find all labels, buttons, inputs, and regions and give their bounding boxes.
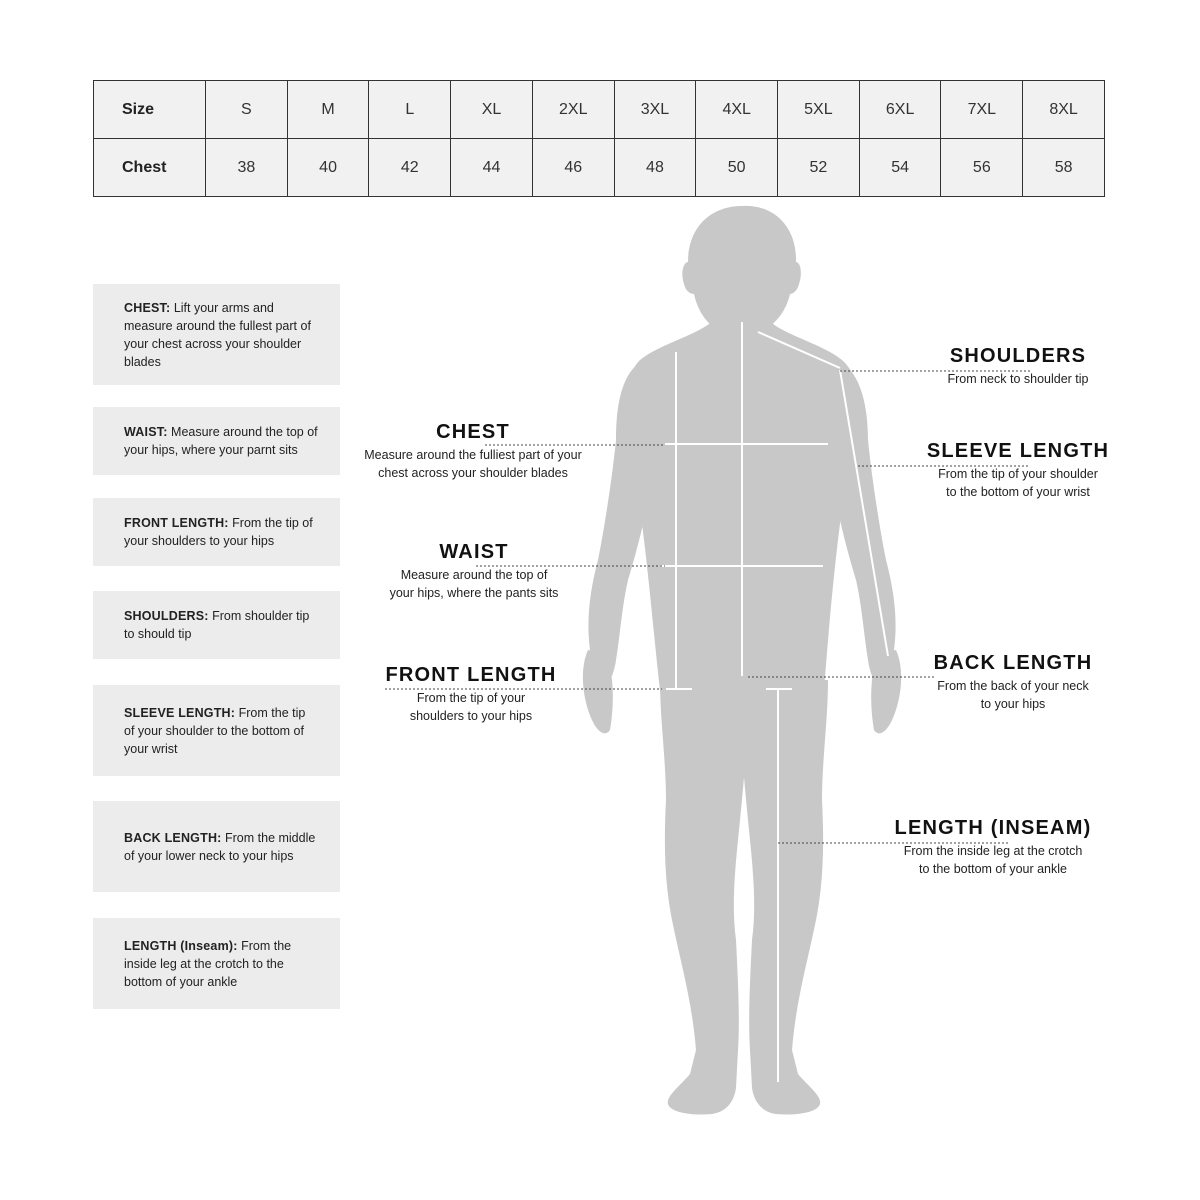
chest-cell: 44	[451, 139, 533, 197]
size-cell: 5XL	[778, 81, 860, 139]
callout-desc: From the inside leg at the crotch	[903, 844, 1083, 858]
callout-title: SLEEVE LENGTH	[926, 440, 1110, 462]
size-cell: 7XL	[941, 81, 1023, 139]
chest-cell: 52	[778, 139, 860, 197]
chest-cell: 54	[859, 139, 941, 197]
callout-desc: shoulders to your hips	[409, 709, 533, 723]
callout-desc: From the tip of your	[416, 691, 526, 705]
size-cell: M	[287, 81, 369, 139]
chest-cell: 40	[287, 139, 369, 197]
callout-desc: Measure around the top of	[400, 568, 548, 582]
instruction-text: From the inside leg at the crotch to the bottom of your ankle	[124, 938, 292, 989]
chest-row-header: Chest	[94, 139, 206, 197]
instruction-term: WAIST:	[124, 425, 168, 439]
size-cell: 2XL	[532, 81, 614, 139]
inseam-callout	[886, 817, 1100, 878]
instruction-text: Measure around the top of your hips, where your parnt sits	[124, 425, 318, 457]
size-cell: 4XL	[696, 81, 778, 139]
size-cell: L	[369, 81, 451, 139]
callout-title: WAIST	[439, 541, 509, 563]
sleeve-length-callout	[918, 440, 1118, 501]
chest-cell: 48	[614, 139, 696, 197]
callout-desc: From neck to shoulder tip	[947, 372, 1089, 386]
instruction-term: CHEST:	[124, 300, 171, 315]
callout-desc: to your hips	[980, 697, 1046, 711]
callout-desc: Measure around the fulliest part of your	[364, 448, 582, 462]
instruction-term: BACK LENGTH:	[124, 830, 222, 845]
instruction-term: SHOULDERS:	[124, 609, 209, 623]
callout-title: BACK LENGTH	[933, 652, 1093, 674]
size-cell: 3XL	[614, 81, 696, 139]
back-length-callout	[922, 652, 1104, 713]
size-cell: 6XL	[859, 81, 941, 139]
size-cell: XL	[451, 81, 533, 139]
instruction-term: FRONT LENGTH:	[124, 516, 229, 530]
instruction-text: From shoulder tip to should tip	[124, 609, 310, 641]
callout-desc: chest across your shoulder blades	[378, 466, 568, 480]
instruction-text: Lift your arms and measure around the fullest part of your chest across your shoulder blades	[124, 300, 311, 369]
callout-title: SHOULDERS	[949, 345, 1087, 367]
chest-callout	[352, 421, 594, 482]
callout-title: FRONT LENGTH	[385, 664, 557, 686]
size-row-header: Size	[94, 81, 206, 139]
instruction-term: SLEEVE LENGTH:	[124, 705, 236, 720]
size-cell: S	[206, 81, 288, 139]
chest-cell: 56	[941, 139, 1023, 197]
chest-cell: 42	[369, 139, 451, 197]
instruction-term: LENGTH (Inseam):	[124, 938, 238, 953]
chest-cell: 58	[1023, 139, 1105, 197]
chest-cell: 46	[532, 139, 614, 197]
waist-callout	[372, 541, 576, 602]
chest-cell: 38	[206, 139, 288, 197]
shoulders-callout	[930, 345, 1106, 388]
callout-desc: From the back of your neck	[937, 679, 1089, 693]
instruction-text: From the middle of your lower neck to your hips	[124, 830, 316, 863]
instruction-text: From the tip of your shoulders to your hips	[124, 516, 313, 548]
chest-cell: 50	[696, 139, 778, 197]
callout-desc: your hips, where the pants sits	[389, 586, 559, 600]
callout-desc: From the tip of your shoulder	[938, 467, 1098, 481]
size-cell: 8XL	[1023, 81, 1105, 139]
callout-desc: to the bottom of your ankle	[918, 862, 1067, 876]
front-length-callout	[378, 664, 564, 725]
callout-desc: to the bottom of your wrist	[946, 485, 1090, 499]
callout-title: CHEST	[436, 421, 510, 443]
instruction-text: From the tip of your shoulder to the bottom of your wrist	[124, 705, 306, 756]
callout-title: LENGTH (INSEAM)	[894, 817, 1092, 839]
